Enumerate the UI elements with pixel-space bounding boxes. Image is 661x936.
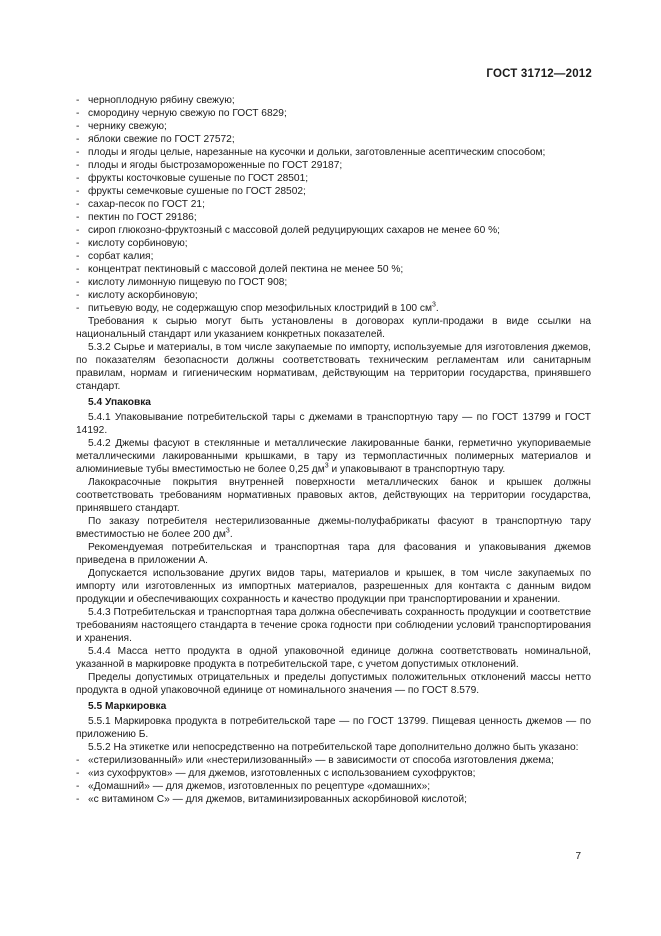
list-dash: - xyxy=(76,108,80,119)
list-item: - плоды и ягоды целые, нарезанные на кусочки и дольки, заготовленные асептическим способом; xyxy=(76,147,546,158)
list-item: - пектин по ГОСТ 29186; xyxy=(76,212,197,223)
page-number: 7 xyxy=(575,851,581,862)
paragraph-recommended: Рекомендуемая потребительская и транспортная тара для фасования и упаковывания джемов приведена в приложении А. xyxy=(76,542,591,566)
list-dash: - xyxy=(76,134,80,145)
paragraph-5-3-2: 5.3.2 Сырье и материалы, в том числе закупаемые по импорту, используемые для изготовления джемов, по показателям безопасности должны соответствовать техническим регламентам или санитарным правилам, нормам и гигиеническим нормативам, действующим на территории государства, принявшего стандарт. xyxy=(76,342,591,392)
list-item-water: - питьевую воду, не содержащую спор мезофильных клостридий в 100 $см^3$. xyxy=(76,301,439,314)
list-dash: - xyxy=(76,794,80,805)
section-heading-5-5: 5.5 Маркировка xyxy=(88,701,167,712)
paragraph-5-4-1: 5.4.1 Упаковывание потребительской тары с джемами в транспортную тару — по ГОСТ 13799 и ГОСТ 14192. xyxy=(76,412,591,436)
list-dash: - xyxy=(76,212,80,223)
list-item: - черноплодную рябину свежую; xyxy=(76,95,235,106)
paragraph-5-4-3: 5.4.3 Потребительская и транспортная тара должна обеспечивать сохранность продукции и соответствие требованиям настоящего стандарта в течение срока годности при соблюдении условий транспортирования и хранения. xyxy=(76,607,591,644)
paragraph-5-5-1: 5.5.1 Маркировка продукта в потребительской таре — по ГОСТ 13799. Пищевая ценность джемов — по приложению Б. xyxy=(76,716,591,740)
list-item: - яблоки свежие по ГОСТ 27572; xyxy=(76,134,235,145)
raw-materials-list xyxy=(76,94,591,302)
list-dash: - xyxy=(76,95,80,106)
list-item: - кислоту аскорбиновую; xyxy=(76,290,198,301)
list-dash: - xyxy=(76,121,80,132)
list-dash: - xyxy=(76,225,80,236)
list-dash: - xyxy=(76,147,80,158)
list-item: - кислоту сорбиновую; xyxy=(76,238,188,249)
list-item: - фрукты семечковые сушеные по ГОСТ 28502; xyxy=(76,186,306,197)
document-header: ГОСТ 31712—2012 xyxy=(486,68,592,80)
list-dash: - xyxy=(76,303,80,314)
paragraph-lacquer: Лакокрасочные покрытия внутренней поверхности металлических банок и крышек должны соответствовать требованиям нормативных правовых актов, действующих на территории государства, принявшего стандарт. xyxy=(76,477,591,514)
paragraph-order: По заказу потребителя нестерилизованные джемы-полуфабрикаты фасуют в транспортную тару вместимостью не более 200 $дм^3$. xyxy=(76,516,591,540)
list-dash: - xyxy=(76,781,80,792)
paragraph-5-4-2: 5.4.2 Джемы фасуют в стеклянные и металлические лакированные банки, герметично укупориваемые металлическими лакированными крышками, в тару из термопластичных полимерных материалов и алюминиевые тубы вместимостью не более 0,25 $дм^3$ и упаковывают в транспортную тару. xyxy=(76,438,591,475)
list-item: - чернику свежую; xyxy=(76,121,167,132)
list-item: - смородину черную свежую по ГОСТ 6829; xyxy=(76,108,287,119)
list-item: - фрукты косточковые сушеные по ГОСТ 28501; xyxy=(76,173,309,184)
list-item: - концентрат пектиновый с массовой долей пектина не менее 50 %; xyxy=(76,264,404,275)
list-item: - кислоту лимонную пищевую по ГОСТ 908; xyxy=(76,277,288,288)
list-dash: - xyxy=(76,173,80,184)
list-dash: - xyxy=(76,251,80,262)
document-body xyxy=(76,94,591,806)
list-item: - «Домашний» — для джемов, изготовленных по рецептуре «домашних»; xyxy=(76,781,431,792)
list-dash: - xyxy=(76,755,80,766)
list-dash: - xyxy=(76,290,80,301)
labeling-list xyxy=(76,754,591,806)
list-item: - сорбат калия; xyxy=(76,251,154,262)
list-dash: - xyxy=(76,768,80,779)
list-item: - «с витамином С» — для джемов, витаминизированных аскорбиновой кислотой; xyxy=(76,794,467,805)
paragraph-5-5-2: 5.5.2 На этикетке или непосредственно на потребительской таре дополнительно должно быть указано: xyxy=(88,742,579,753)
list-dash: - xyxy=(76,199,80,210)
list-item: - сироп глюкозно-фруктозный с массовой долей редуцирующих сахаров не менее 60 %; xyxy=(76,225,500,236)
list-dash: - xyxy=(76,160,80,171)
list-dash: - xyxy=(76,277,80,288)
section-heading-5-4: 5.4 Упаковка xyxy=(88,397,151,408)
list-dash: - xyxy=(76,238,80,249)
list-item: - «из сухофруктов» — для джемов, изготовленных с использованием сухофруктов; xyxy=(76,768,476,779)
list-dash: - xyxy=(76,264,80,275)
list-item: - плоды и ягоды быстрозамороженные по ГОСТ 29187; xyxy=(76,160,343,171)
paragraph-limits: Пределы допустимых отрицательных и пределы допустимых положительных отклонений массы нетто продукта в одной упаковочной единице от номинального значения — по ГОСТ 8.579. xyxy=(76,672,591,696)
paragraph-requirements: Требования к сырью могут быть установлены в договорах купли-продажи в виде ссылки на национальный стандарт или указанием конкретных показателей. xyxy=(76,316,591,340)
list-dash: - xyxy=(76,186,80,197)
paragraph-allowed: Допускается использование других видов тары, материалов и крышек, в том числе закупаемых по импорту или изготовленных из импортных материалов, разрешенных для контакта с данным видом продукции и обеспечивающих сохранность и качество продукции при транспортировании и хранении. xyxy=(76,568,591,605)
list-item: - «стерилизованный» или «нестерилизованный» — в зависимости от способа изготовления джема; xyxy=(76,755,554,766)
list-item: - сахар-песок по ГОСТ 21; xyxy=(76,199,205,210)
paragraph-5-4-4: 5.4.4 Масса нетто продукта в одной упаковочной единице должна соответствовать номинальной, указанной в маркировке продукта в потребительской таре, с учетом допустимых отклонений. xyxy=(76,646,591,670)
